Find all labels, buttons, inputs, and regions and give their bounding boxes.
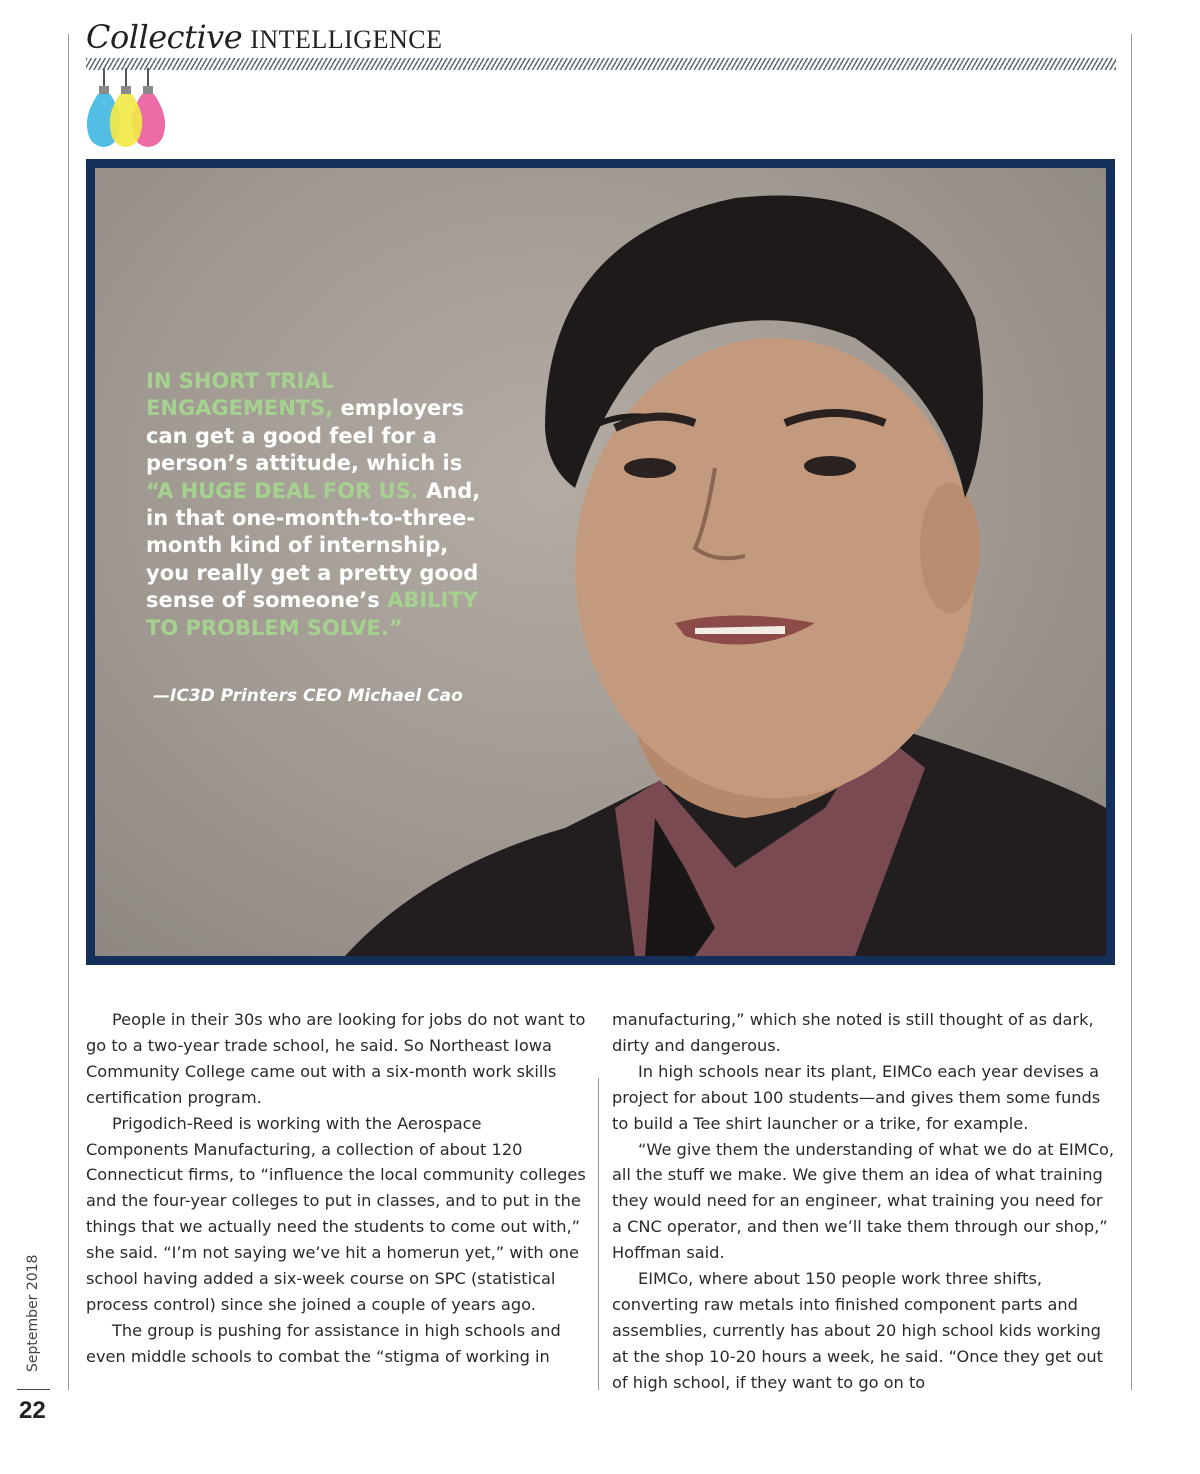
article-column-left — [86, 1007, 586, 1370]
pull-quote-highlight: IN SHORT TRIAL ENGAGEMENTS, — [146, 369, 335, 421]
photo-frame — [86, 159, 1115, 965]
pull-quote-text: employers can get a good feel for a person’s attitude, which is — [146, 396, 465, 476]
pull-quote-text: And, in that one-month-to-three-month kind of internship, you really get a pretty good sense of someone’s — [146, 478, 481, 613]
pull-quote-attribution: —IC3D Printers CEO Michael Cao — [153, 686, 463, 706]
section-title-script: Collective — [86, 18, 243, 56]
article-paragraph: manufacturing,” which she noted is still thought of as dark, dirty and dangerous. — [612, 1010, 1094, 1055]
section-title-caps: INTELLIGENCE — [250, 25, 443, 54]
article-paragraph: Prigodich-Reed is working with the Aerospace Components Manufacturing, a collection of about 120 Connecticut firms, to “influence the local community colleges and the four-year colleges to put in classes, and to put in the things that we actually need the students to come out with,” she said. “I’m not saying we’ve hit a homerun yet,” with one school having added a six-week course on SPC (statistical process control) since she joined a couple of years ago. — [86, 1113, 586, 1314]
article-paragraph: People in their 30s who are looking for jobs do not want to go to a two-year trade school, he said. So Northeast Iowa Community College came out with a six-month work skills certification program. — [86, 1010, 586, 1107]
article-paragraph: In high schools near its plant, EIMCo each year devises a project for about 100 students—and gives them some funds to build a Tee shirt launcher or a trike, for example. — [612, 1061, 1101, 1133]
pull-quote — [146, 368, 486, 642]
light-bulbs-icon — [84, 68, 168, 150]
folio-rule — [17, 1389, 50, 1390]
article-column-right — [612, 1007, 1117, 1396]
pull-quote-highlight: ABILITY TO PROBLEM SOLVE.” — [146, 588, 478, 640]
column-divider — [598, 1078, 599, 1390]
pull-quote-highlight: “A HUGE DEAL FOR US. — [146, 478, 419, 503]
section-header — [86, 18, 442, 62]
page-number: 22 — [19, 1397, 46, 1424]
article-paragraph: EIMCo, where about 150 people work three shifts, converting raw metals into finished component parts and assemblies, currently has about 20 high school kids working at the shop 10-20 hours a week, he said. “Once they get out of high school, if they want to go on to — [612, 1269, 1103, 1392]
article-paragraph: The group is pushing for assistance in high schools and even middle schools to combat the “stigma of working in — [86, 1320, 561, 1366]
issue-date: September 2018 — [25, 1254, 41, 1372]
article-paragraph: “We give them the understanding of what we do at EIMCo, all the stuff we make. We give them an idea of what training they would need for an engineer, what training you need for a CNC operator, and then we’ll take them through our shop,” Hoffman said. — [612, 1139, 1115, 1263]
header-hatch-rule — [86, 58, 1116, 70]
portrait-photo — [95, 168, 1106, 956]
right-margin-rule — [1131, 34, 1132, 1390]
left-margin-rule — [68, 34, 69, 1390]
